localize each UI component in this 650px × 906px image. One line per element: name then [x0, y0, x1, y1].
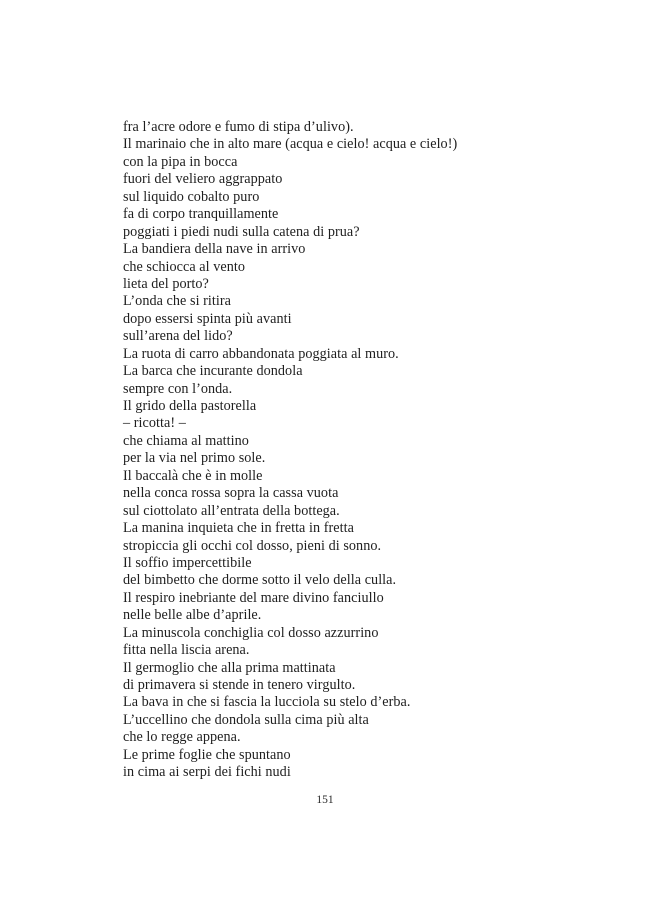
poem-line: La ruota di carro abbandonata poggiata al muro.: [123, 345, 399, 362]
poem-line: del bimbetto che dorme sotto il velo della culla.: [123, 572, 397, 589]
poem-line: con la pipa in bocca: [123, 153, 238, 170]
poem-line: Il soffio impercettibile: [123, 554, 252, 571]
poem-line: La bava in che si fascia la lucciola su stelo d’erba.: [123, 694, 411, 711]
poem-line: Il grido della pastorella: [123, 398, 257, 414]
poem-line: La barca che incurante dondola: [123, 363, 303, 380]
poem-line: Il baccalà che è in molle: [123, 467, 263, 484]
poem-line: poggiati i piedi nudi sulla catena di prua?: [123, 223, 360, 240]
poem-line: – ricotta! –: [123, 415, 186, 432]
page-number: 151: [316, 794, 334, 806]
poem-line: che schiocca al vento: [123, 258, 245, 275]
poem-text: [123, 119, 543, 782]
poem-line: sul ciottolato all’entrata della bottega.: [123, 502, 340, 519]
poem-line: nelle belle albe d’aprile.: [123, 607, 262, 624]
poem-line: che chiama al mattino: [123, 432, 249, 449]
poem-line: fa di corpo tranquillamente: [123, 206, 279, 223]
poem-line: fra l’acre odore e fumo di stipa d’ulivo).: [123, 119, 354, 135]
poem-line: Il marinaio che in alto mare (acqua e cielo! acqua e cielo!): [123, 136, 458, 153]
poem-line: L’onda che si ritira: [123, 293, 232, 310]
poem-line: lieta del porto?: [123, 275, 209, 292]
poem-line: sull’arena del lido?: [123, 328, 233, 345]
poem-line: La bandiera della nave in arrivo: [123, 241, 306, 258]
poem-line: nella conca rossa sopra la cassa vuota: [123, 485, 339, 502]
poem-line: La minuscola conchiglia col dosso azzurrino: [123, 624, 379, 641]
poem-line: L’uccellino che dondola sulla cima più alta: [123, 711, 369, 728]
poem-line: per la via nel primo sole.: [123, 450, 266, 467]
poem-line: Il respiro inebriante del mare divino fanciullo: [123, 589, 384, 606]
poem-line: in cima ai serpi dei fichi nudi: [123, 764, 291, 781]
poem-line: sul liquido cobalto puro: [123, 188, 260, 205]
poem-line: Le prime foglie che spuntano: [123, 746, 291, 763]
poem-line: dopo essersi spinta più avanti: [123, 310, 292, 327]
poem-line: sempre con l’onda.: [123, 380, 233, 397]
poem-line: La manina inquieta che in fretta in fretta: [123, 520, 354, 537]
poem-line: di primavera si stende in tenero virgulto.: [123, 677, 356, 693]
poem-line: fitta nella liscia arena.: [123, 642, 250, 659]
poem-line: Il germoglio che alla prima mattinata: [123, 659, 336, 676]
poem-line: stropiccia gli occhi col dosso, pieni di sonno.: [123, 537, 382, 554]
poem-line: fuori del veliero aggrappato: [123, 171, 283, 188]
poem-line: che lo regge appena.: [123, 729, 241, 746]
